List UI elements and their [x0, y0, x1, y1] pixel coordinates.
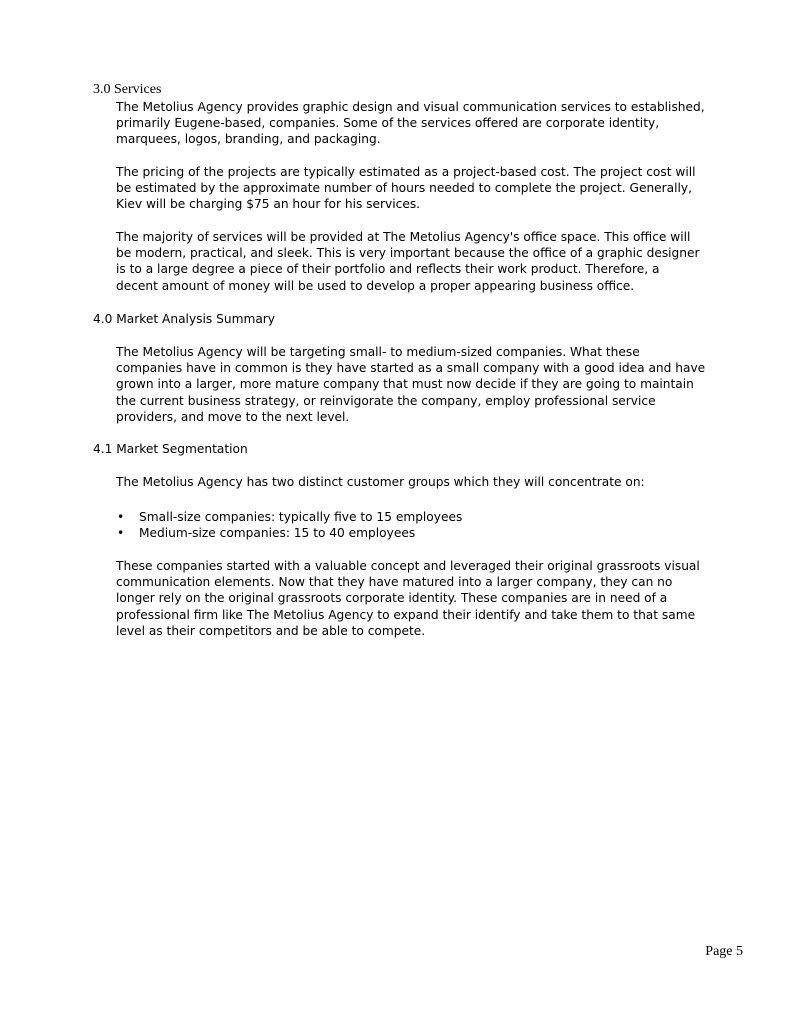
text-line: decent amount of money will be used to develop a proper appearing business office.: [116, 278, 635, 293]
list-item: [116, 509, 736, 525]
text-line: be modern, practical, and sleek. This is very important because the office of a graphic designer: [116, 246, 700, 261]
text-line: is to a large degree a piece of their portfolio and reflects their work product. Therefore, a: [116, 262, 660, 277]
services-paragraph-1: [116, 99, 756, 148]
text-line: The pricing of the projects are typically estimated as a project-based cost. The project cost will: [116, 165, 696, 179]
bullet-icon: •: [117, 510, 125, 524]
bullet-icon: •: [117, 526, 125, 541]
text-line: marquees, logos, branding, and packaging.: [116, 132, 381, 147]
text-line: The Metolius Agency will be targeting small- to medium-sized companies. What these: [116, 345, 640, 359]
text-line: The majority of services will be provided at The Metolius Agency's office space. This office will: [116, 230, 691, 244]
text-line: grown into a larger, more mature company that must now decide if they are going to maintain: [116, 377, 694, 392]
text-line: be estimated by the approximate number of hours needed to complete the project. Generally,: [116, 181, 693, 196]
section-heading-market-segmentation: 4.1 Market Segmentation: [93, 442, 248, 456]
list-item: [116, 525, 736, 541]
market-segmentation-intro: [116, 474, 756, 490]
services-paragraph-2: [116, 164, 756, 213]
text-line: communication elements. Now that they have matured into a larger company, they can no: [116, 575, 673, 590]
list-item-text: Small-size companies: typically five to 15 employees: [139, 510, 463, 524]
section-heading-services: 3.0 Services: [93, 82, 162, 97]
text-line: primarily Eugene-based, companies. Some of the services offered are corporate identity,: [116, 116, 660, 131]
list-item-text: Medium-size companies: 15 to 40 employees: [139, 526, 416, 541]
text-line: providers, and move to the next level.: [116, 409, 350, 424]
text-line: companies have in common is they have started as a small company with a good idea and have: [116, 361, 706, 376]
text-line: longer rely on the original grassroots corporate identity. These companies are in need of a: [116, 591, 668, 606]
text-line: level as their competitors and be able to compete.: [116, 623, 426, 638]
text-line: the current business strategy, or reinvigorate the company, employ professional service: [116, 393, 656, 408]
market-analysis-paragraph: [116, 344, 756, 425]
market-segmentation-closing: [116, 558, 756, 639]
page-number: Page 5: [705, 944, 743, 959]
text-line: The Metolius Agency provides graphic design and visual communication services to established,: [116, 100, 705, 114]
text-line: professional firm like The Metolius Agency to expand their identify and take them to that same: [116, 607, 696, 622]
section-heading-market-analysis: 4.0 Market Analysis Summary: [93, 312, 276, 326]
customer-groups-list: [116, 509, 736, 541]
text-line: Kiev will be charging $75 an hour for his services.: [116, 197, 421, 212]
services-paragraph-3: [116, 229, 756, 294]
text-line: The Metolius Agency has two distinct customer groups which they will concentrate on:: [116, 475, 645, 489]
text-line: These companies started with a valuable concept and leveraged their original grassroots visual: [116, 559, 700, 573]
